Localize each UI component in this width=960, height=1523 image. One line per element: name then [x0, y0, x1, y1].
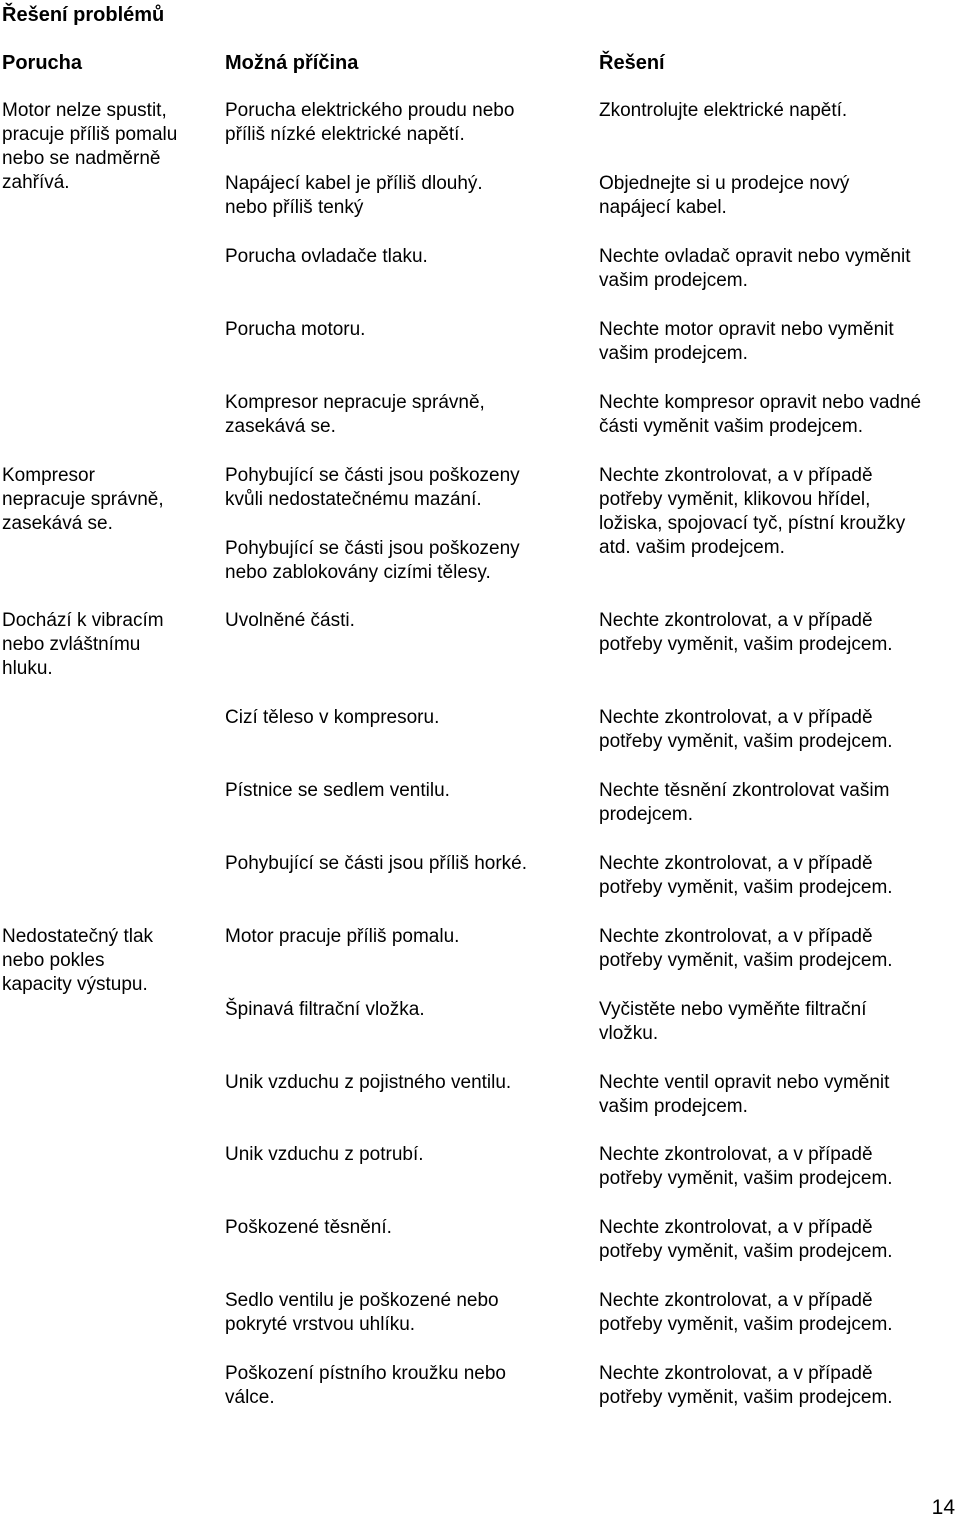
page-title: Řešení problémů — [2, 4, 165, 26]
cause-text: Porucha motoru. — [225, 319, 366, 340]
cause-text: Cizí těleso v kompresoru. — [225, 707, 440, 728]
cause-text: kvůli nedostatečnému mazání. — [225, 489, 482, 510]
solution-text: potřeby vyměnit, vašim prodejcem. — [599, 1168, 893, 1189]
cause-text: Pohybující se části jsou poškozeny — [225, 465, 520, 486]
fault-text: Dochází k vibracím — [2, 610, 164, 631]
fault-text: Motor nelze spustit, — [2, 100, 167, 121]
solution-text: Nechte zkontrolovat, a v případě — [599, 465, 873, 486]
page-number: 14 — [931, 1496, 955, 1519]
solution-text: Objednejte si u prodejce nový — [599, 173, 850, 194]
solution-text: vašim prodejcem. — [599, 343, 748, 364]
fault-text: zahřívá. — [2, 172, 70, 193]
cause-text: Unik vzduchu z potrubí. — [225, 1144, 424, 1165]
solution-text: ložiska, spojovací tyč, pístní kroužky — [599, 513, 906, 534]
fault-text: nebo se nadměrně — [2, 148, 161, 169]
cause-text: nebo zablokovány cizími tělesy. — [225, 562, 491, 583]
cause-text: Motor pracuje příliš pomalu. — [225, 926, 460, 947]
solution-text: potřeby vyměnit, vašim prodejcem. — [599, 877, 893, 898]
solution-text: vašim prodejcem. — [599, 1096, 748, 1117]
solution-text: atd. vašim prodejcem. — [599, 537, 785, 558]
cause-text: Unik vzduchu z pojistného ventilu. — [225, 1072, 512, 1093]
solution-text: Nechte zkontrolovat, a v případě — [599, 610, 873, 631]
solution-text: Nechte ovladač opravit nebo vyměnit — [599, 246, 911, 267]
fault-text: Nedostatečný tlak — [2, 926, 154, 947]
cause-text: Pohybující se části jsou příliš horké. — [225, 853, 528, 874]
cause-text: nebo příliš tenký — [225, 197, 364, 218]
solution-text: potřeby vyměnit, vašim prodejcem. — [599, 634, 893, 655]
cause-text: Sedlo ventilu je poškozené nebo — [225, 1290, 499, 1311]
cause-text: Napájecí kabel je příliš dlouhý. — [225, 173, 483, 194]
fault-text: nebo pokles — [2, 950, 105, 971]
solution-text: Nechte zkontrolovat, a v případě — [599, 853, 873, 874]
solution-text: potřeby vyměnit, vašim prodejcem. — [599, 731, 893, 752]
fault-text: Kompresor — [2, 465, 95, 486]
fault-text: pracuje příliš pomalu — [2, 124, 178, 145]
cause-text: Kompresor nepracuje správně, — [225, 392, 485, 413]
solution-text: Zkontrolujte elektrické napětí. — [599, 100, 848, 121]
solution-text: potřeby vyměnit, vašim prodejcem. — [599, 1241, 893, 1262]
solution-text: potřeby vyměnit, vašim prodejcem. — [599, 950, 893, 971]
cause-text: pokryté vrstvou uhlíku. — [225, 1314, 416, 1335]
solution-text: potřeby vyměnit, vašim prodejcem. — [599, 1387, 893, 1408]
cause-text: zasekává se. — [225, 416, 336, 437]
solution-text: části vyměnit vašim prodejcem. — [599, 416, 863, 437]
solution-text: potřeby vyměnit, klikovou hřídel, — [599, 489, 871, 510]
solution-text: Nechte ventil opravit nebo vyměnit — [599, 1072, 890, 1093]
cause-text: Porucha ovladače tlaku. — [225, 246, 428, 267]
solution-text: Nechte zkontrolovat, a v případě — [599, 707, 873, 728]
cause-text: Poškozené těsnění. — [225, 1217, 392, 1238]
header-solution: Řešení — [599, 52, 665, 74]
fault-text: nepracuje správně, — [2, 489, 164, 510]
solution-text: napájecí kabel. — [599, 197, 727, 218]
solution-text: vložku. — [599, 1023, 659, 1044]
cause-text: Porucha elektrického proudu nebo — [225, 100, 515, 121]
cause-text: Špinavá filtrační vložka. — [225, 999, 425, 1020]
fault-text: nebo zvláštnímu — [2, 634, 141, 655]
solution-text: potřeby vyměnit, vašim prodejcem. — [599, 1314, 893, 1335]
solution-text: vašim prodejcem. — [599, 270, 748, 291]
solution-text: Vyčistěte nebo vyměňte filtrační — [599, 999, 867, 1020]
fault-text: zasekává se. — [2, 513, 113, 534]
solution-text: Nechte zkontrolovat, a v případě — [599, 1144, 873, 1165]
fault-text: kapacity výstupu. — [2, 974, 148, 995]
solution-text: Nechte zkontrolovat, a v případě — [599, 1290, 873, 1311]
solution-text: Nechte zkontrolovat, a v případě — [599, 926, 873, 947]
solution-text: Nechte zkontrolovat, a v případě — [599, 1217, 873, 1238]
cause-text: Pohybující se části jsou poškozeny — [225, 538, 520, 559]
solution-text: Nechte kompresor opravit nebo vadné — [599, 392, 922, 413]
cause-text: válce. — [225, 1387, 275, 1408]
solution-text: Nechte zkontrolovat, a v případě — [599, 1363, 873, 1384]
cause-text: Uvolněné části. — [225, 610, 355, 631]
solution-text: prodejcem. — [599, 804, 693, 825]
header-cause: Možná příčina — [225, 52, 359, 74]
fault-text: hluku. — [2, 658, 53, 679]
header-fault: Porucha — [2, 52, 83, 74]
cause-text: Pístnice se sedlem ventilu. — [225, 780, 450, 801]
solution-text: Nechte motor opravit nebo vyměnit — [599, 319, 894, 340]
cause-text: Poškození pístního kroužku nebo — [225, 1363, 506, 1384]
solution-text: Nechte těsnění zkontrolovat vašim — [599, 780, 890, 801]
cause-text: příliš nízké elektrické napětí. — [225, 124, 465, 145]
